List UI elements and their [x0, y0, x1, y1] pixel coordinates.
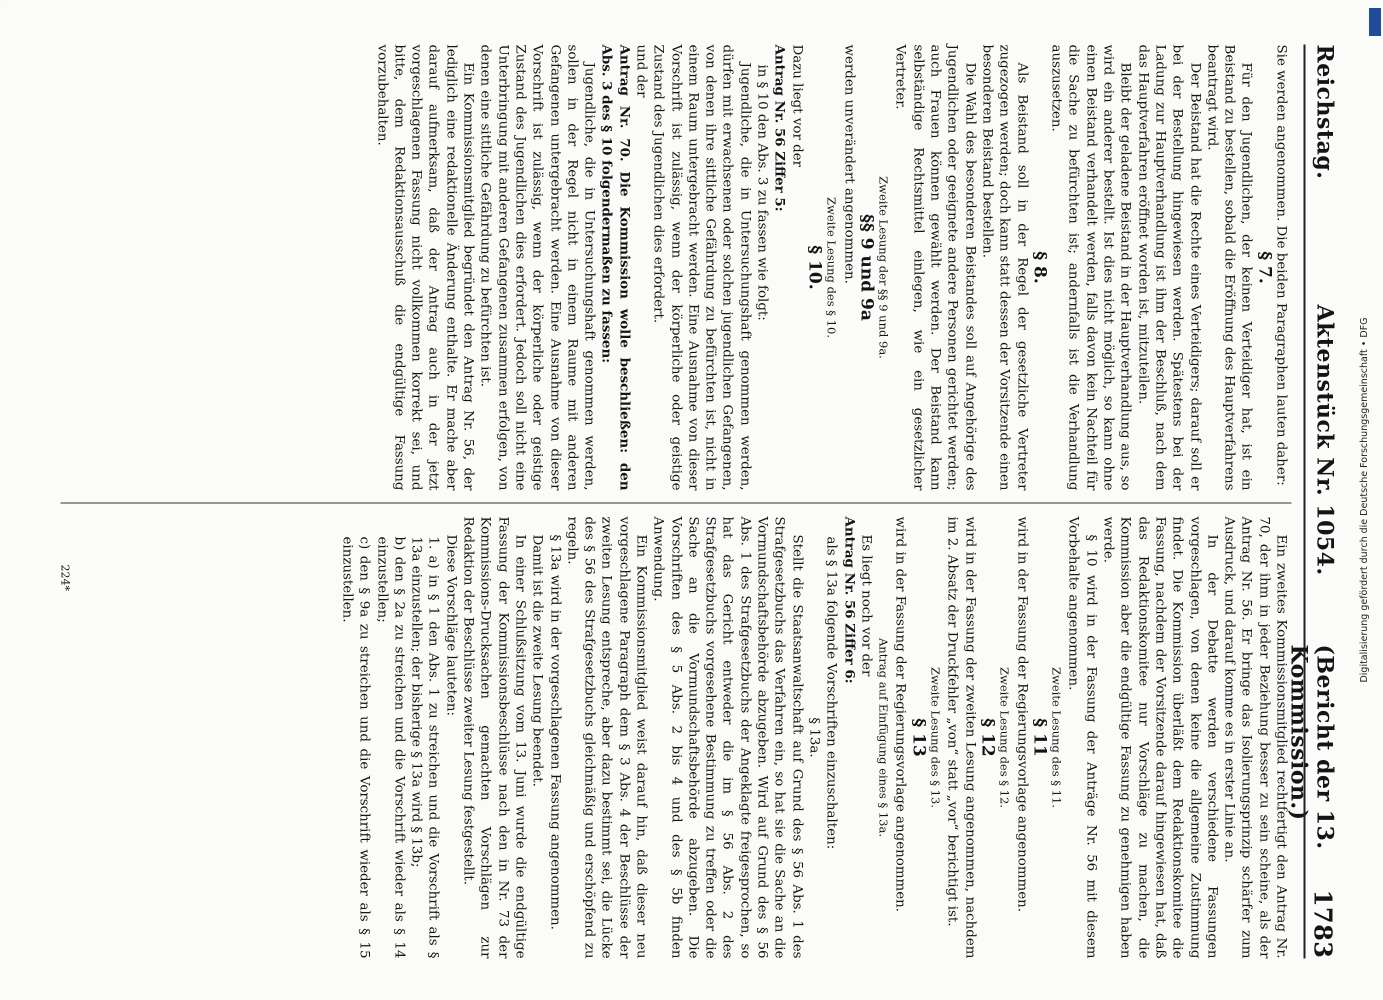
indented-paragraph: in § 10 den Abs. 3 zu fassen wie folgt: — [754, 64, 770, 321]
right-column — [338, 516, 1289, 958]
paragraph: wird in der Fassung der Regierungsvorlage angenommen. — [1013, 516, 1029, 912]
paragraph: Ein zweites Kommissionsmitglied rechtfertigt den Antrag Nr. 70, der ihm in jeder Beziehung besser zu sein scheine, als der Antrag Nr. 56. Er bringe das Isolierungsprinzip schärfer zum Ausdruck, und darauf komme es in erster Linie an. — [1221, 516, 1288, 958]
header-middle: Aktenstück Nr. 1054. — [1311, 304, 1337, 576]
motion-heading: Antrag Nr. 56 Ziffer 6: — [840, 516, 857, 684]
paragraph: § 10 wird in der Fassung der Anträge Nr. 56 mit diesem Vorbehalte angenommen. — [1065, 516, 1098, 958]
page-inner — [40, 44, 1351, 958]
paragraph: und der — [633, 44, 649, 97]
paragraph: Für den Jugendlichen, der keinen Verteidiger hat, ist ein Beistand zu bestellen, sobald die Eröffnung des Hauptverfahrens beantragt wird. — [1203, 44, 1254, 490]
paragraph: Dazu liegt vor der — [788, 44, 804, 167]
indented-paragraph: c) den § 9a zu streichen und die Vorschrift wieder als § 15 einzustellen. — [338, 536, 372, 958]
section-heading: § 12 — [976, 717, 997, 757]
paragraph: Der Beistand hat die Rechte eines Verteidigers; darauf soll er bei der Bestellung hingewiesen werden. Spätestens bei der Ladung zur Hauptverhandlung ist ihm der Beschluß, nach dem das Hauptverfahren eröffnet worden ist, mitzuteilen. — [1134, 44, 1202, 490]
reading-caption: Zweite Lesung der §§ 9 und 9a. — [876, 175, 891, 359]
page-footer-mark: 224* — [58, 564, 71, 591]
paragraph: In der Debatte werden verschiedene Fassungen vorgeschlagen, von denen keine die allgemeine Zustimmung findet. Die Kommission überläßt dem Redaktionskomitee die Fassung, nachdem der Vorsitzende darauf hingewiesen hat, daß das Redaktionskomitee nur Vorschläge zu machen, die Kommission aber die endgültige Fassung zu genehmigen haben werde. — [1100, 516, 1219, 958]
paragraph: Jugendliche, die in Untersuchungshaft genommen werden, dürfen mit erwachsenen oder solchen jugendlichen Gefangenen, von denen ihre sittliche Gefährdung zu befürchten ist, nicht in einem Raum untergebracht werden. Eine Ausnahme von dieser Vorschrift ist zulässig, wenn der körperliche oder geistige Zustand des Jugendlichen dies erfordert. — [650, 44, 752, 490]
section-label: § 13a. — [805, 716, 821, 758]
paragraph: Sie werden angenommen. Die beiden Paragraphen lauten daher: — [1273, 44, 1288, 486]
reading-caption: Zweite Lesung des § 12. — [997, 666, 1012, 808]
column-divider — [60, 502, 1291, 503]
paragraph: Stellt die Staatsanwaltschaft auf Grund des § 56 Abs. 1 des Strafgesetzbuchs das Verfahren ein, so hat sie die Sache an die Vormundschaftsbehörde abzugeben. Wird auf Grund des § 56 Abs. 1 des Strafgesetzbuchs der Angeklagte freigesprochen, so hat das Gericht entweder die im § 56 Abs. 2 des Strafgesetzbuchs vorgesehene Bestimmung zu treffen oder die Sache an die Vormundschaftsbehörde abzugeben. Die Vorschriften des § 5 Abs. 2 bis 4 und des § 5b finden Anwendung. — [650, 516, 804, 958]
reading-caption: Zweite Lesung des § 10. — [824, 196, 839, 338]
paragraph: Damit ist die zweite Lesung beendet. — [529, 534, 545, 787]
reading-caption: Zweite Lesung des § 11. — [1049, 666, 1064, 808]
indented-paragraph: b) den § 2a zu streichen und die Vorschrift wieder als § 14 einzustellen; — [373, 536, 406, 958]
reading-caption: Zweite Lesung des § 13. — [928, 666, 943, 808]
paragraph: Jugendliche, die in Untersuchungshaft genommen werden, sollen in der Regel nicht in einem Raume mit anderen Gefangenen untergebracht werden. Eine Ausnahme von dieser Vorschrift ist zulässig, wenn der körperliche oder geistige Zustand des Jugendlichen dies erfordert. Jedoch soll nicht eine Unterbringung mit anderen Gefangenen zusammen erfolgen, von denen eine sittliche Gefährdung zu befürchten ist. — [477, 44, 597, 490]
paragraph: Ein Kommissionsmitglied begründet den Antrag Nr. 56, der lediglich eine redaktionelle Änderung enthalte. Er mache aber darauf aufmerksam, daß der Antrag auch in der jetzt vorgeschlagenen Fassung nicht vollkommen korrekt sei, und bitte, dem Redaktionsausschuß die endgültige Fassung vorzubehalten. — [373, 44, 476, 490]
paragraph: wird in der Fassung der Regierungsvorlage angenommen. — [892, 516, 908, 912]
section-heading: § 10. — [803, 244, 824, 290]
paragraph: Diese Vorschläge lauteten: — [442, 534, 458, 716]
motion-heading: Antrag Nr. 70. Die Kommission wolle beschließen: den Abs. 3 des § 10 folgendermaßen zu fassen: — [598, 44, 632, 490]
paragraph: Ein Kommissionsmitglied weist darauf hin, daß dieser neu vorgeschlagene Paragraph dem § 3 Abs. 4 der Beschlüsse der zweiten Lesung entspreche, aber dazu bestimmt sei, die Lücke des § 56 des Strafgesetzbuchs gleichmäßig und erschöpfend zu regeln. — [563, 516, 649, 958]
indented-paragraph: 1. a) in § 1 den Abs. 1 zu streichen und die Vorschrift als § 13a einzustellen; der bisherige § 13a wird § 13b; — [408, 536, 441, 958]
section-heading: § 8. — [1028, 250, 1049, 284]
section-heading: § 11 — [1028, 717, 1049, 757]
paragraph: Die Wahl des besonderen Beistandes soll auf Angehörige des Jugendlichen oder geeignete andere Personen gerichtet werden; auch Frauen können gewählt werden. Der Beistand kann selbständige Rechtsmittel einlegen, wie ein gesetzlicher Vertreter. — [892, 44, 977, 490]
indented-paragraph: als § 13a folgende Vorschriften einzuschalten: — [823, 536, 839, 849]
page-number: 1783 — [1308, 889, 1337, 958]
left-column — [372, 44, 1289, 490]
header-right: (Bericht der 13. Kommission.) — [1285, 644, 1337, 850]
digitization-note: Digitalisierung gefördert durch die Deutsche Forschungsgemeinschaft • DFG — [1359, 317, 1370, 683]
motion-heading: Antrag Nr. 56 Ziffer 5: — [771, 44, 788, 212]
reading-caption: Antrag auf Einfügung eines § 13a. — [876, 637, 891, 837]
header-left: Reichstag. — [1311, 44, 1337, 179]
paragraph: Als Beistand soll in der Regel der gesetzliche Vertreter zugezogen werden; doch kann statt dessen der Vorsitzende einen besonderen Beistand bestellen. — [978, 44, 1029, 490]
paragraph: wird in der Fassung der zweiten Lesung angenommen, nachdem im 2. Absatz der Druckfehler „von“ statt „vor“ berichtigt ist. — [944, 516, 977, 958]
section-heading: § 7. — [1253, 250, 1274, 284]
paragraph: Es liegt noch vor der — [857, 534, 873, 676]
section-heading: §§ 9 und 9a — [855, 213, 876, 321]
paragraph: In einer Schlußsitzung vom 13. Juni wurde die endgültige Fassung der Kommissionsbeschlüsse nach den in Nr. 73 der Kommissions-Drucksachen gemachten Vorschlägen zur Redaktion der Beschlüsse zweiter Lesung festgestellt. — [460, 516, 527, 958]
paragraph: § 13a wird in der vorgeschlagenen Fassung angenommen. — [546, 534, 562, 930]
section-heading: § 13 — [907, 717, 928, 757]
paragraph: werden unverändert angenommen. — [840, 44, 856, 284]
dfg-logo-icon — [1369, 8, 1381, 36]
header-rule — [1303, 44, 1305, 958]
paragraph: Bleibt der geladene Beistand in der Hauptverhandlung aus, so wird ein anderer bestellt. Ist dies nicht möglich, so kann ohne einen Beistand verhandelt werden, falls davon kein Nachteil für die Sache zu befürchten ist; andernfalls ist die Verhandlung auszusetzen. — [1048, 44, 1133, 490]
